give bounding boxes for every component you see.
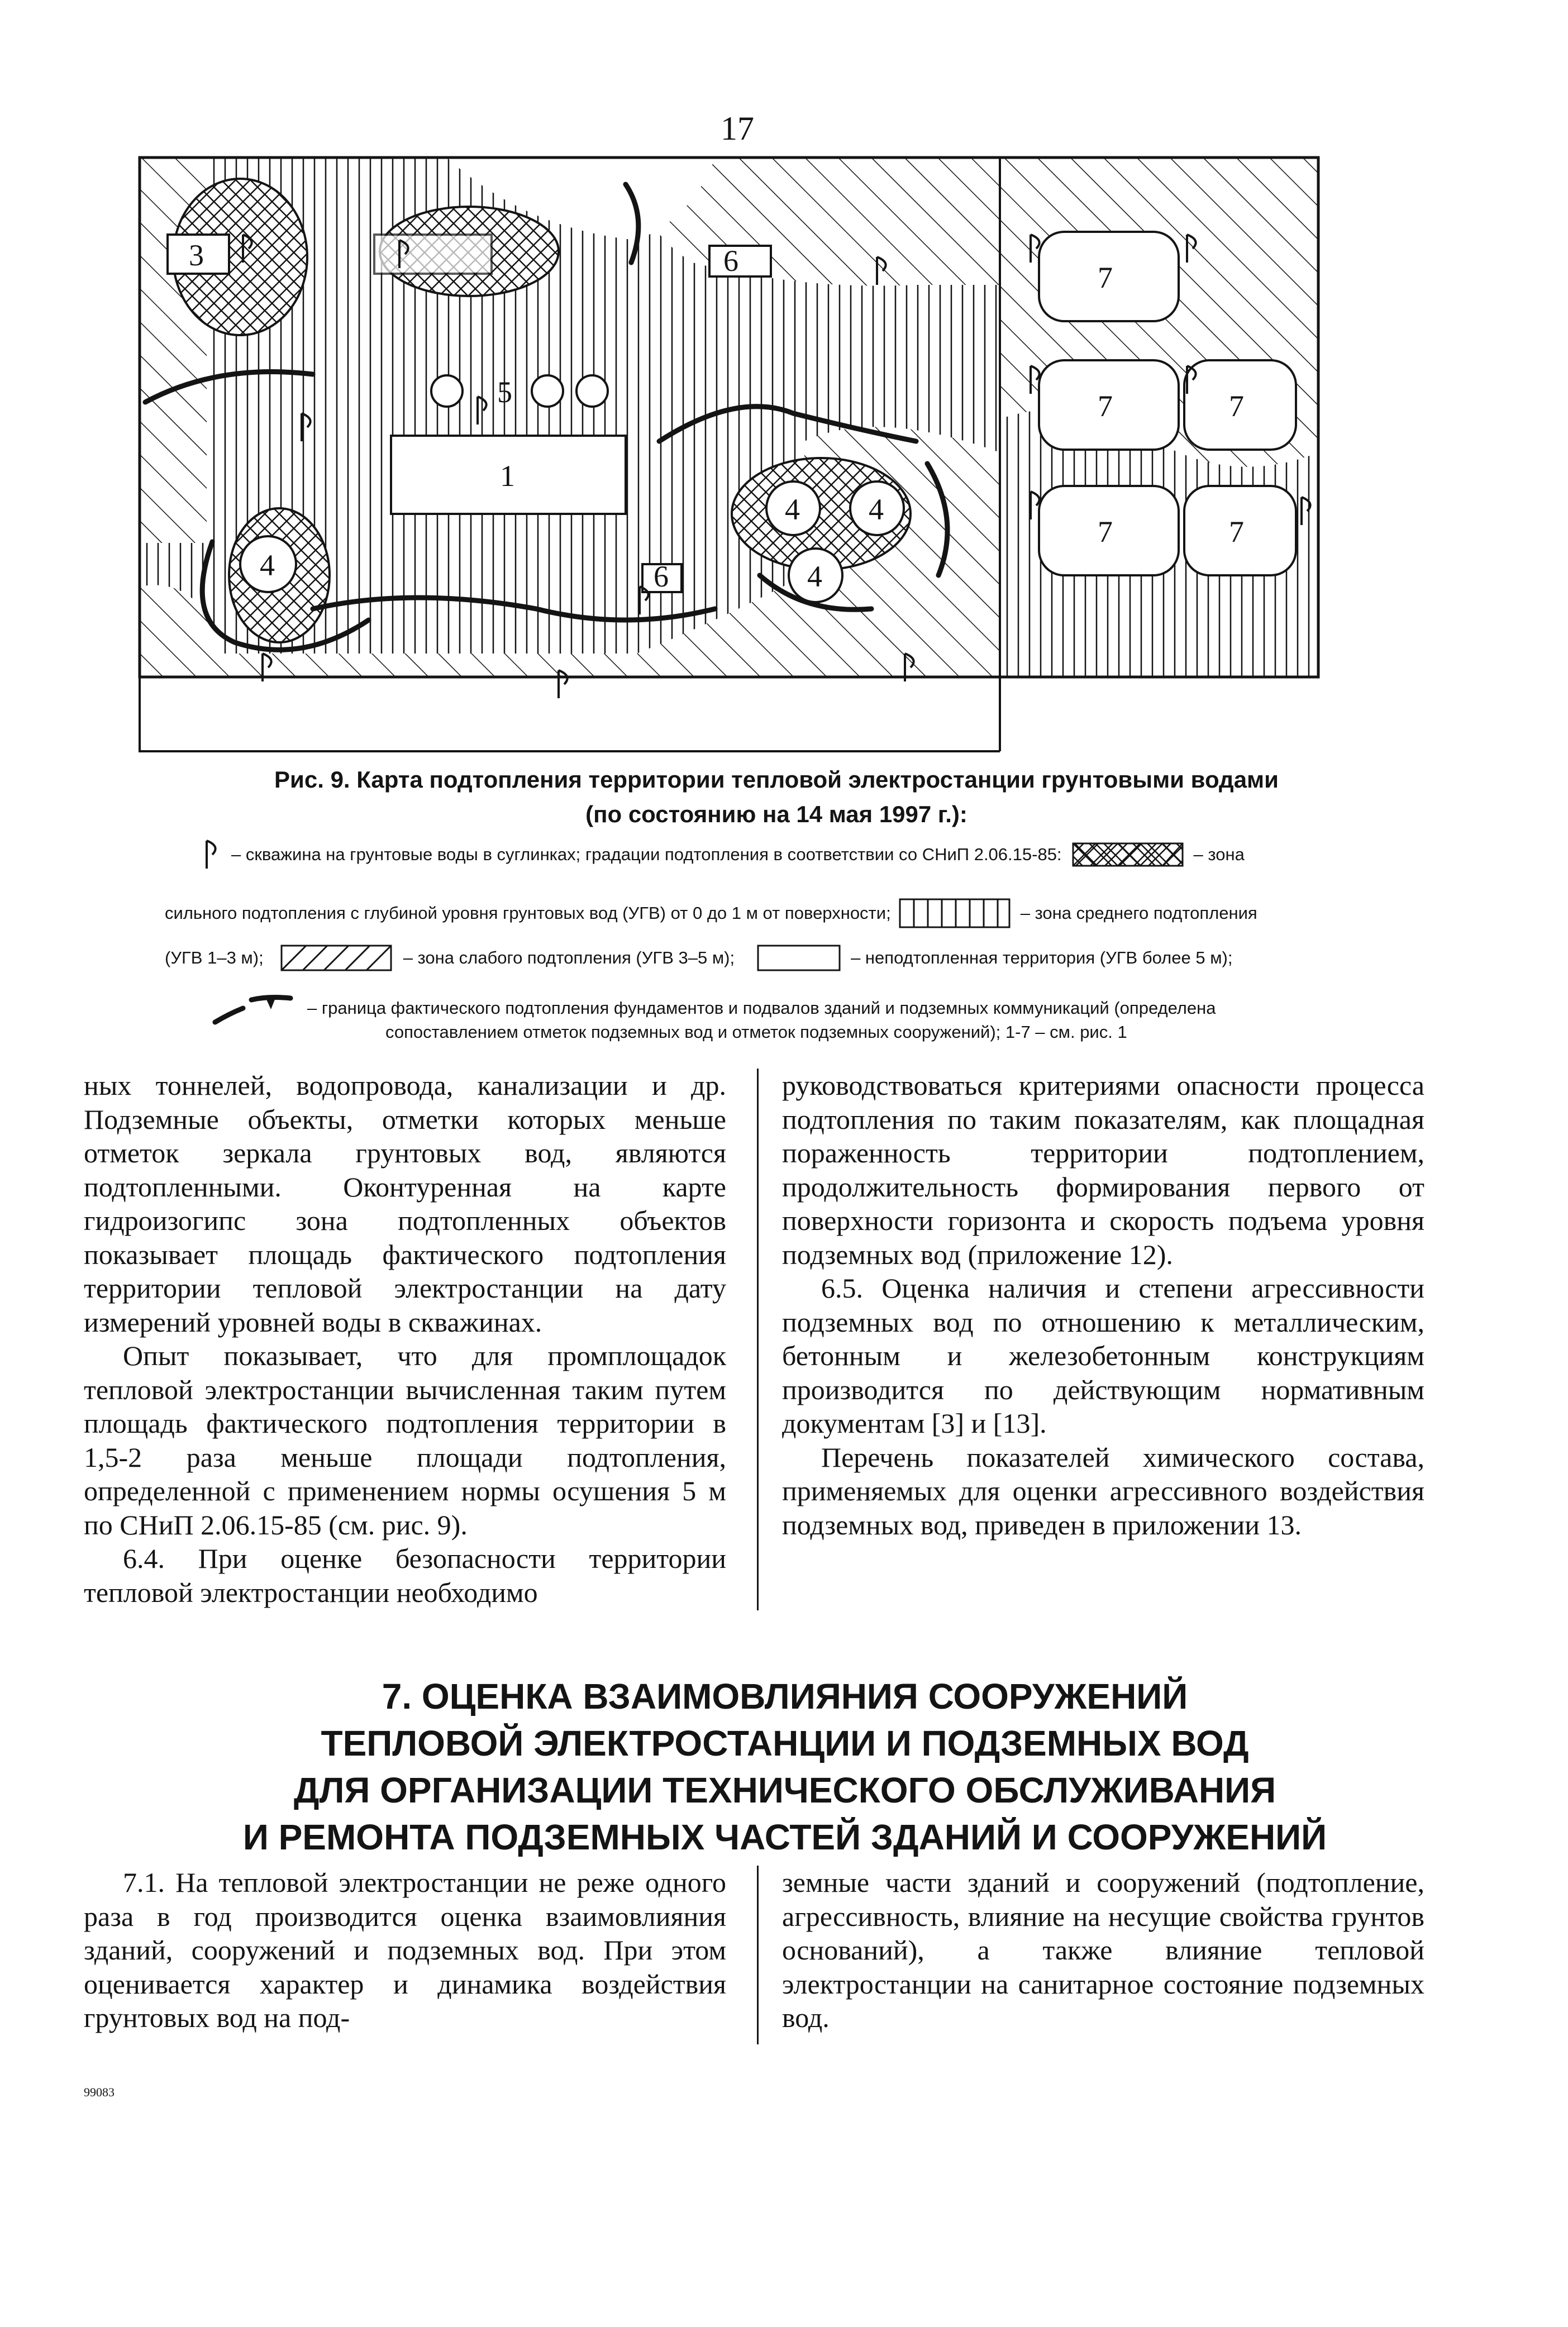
legend-text-1a: – скважина на грунтовые воды в суглинках; градации подтопления в соответствии со СНиП 2.06.15-85: <box>231 845 1062 864</box>
map-label-4b: 4 <box>869 493 884 526</box>
map-label-7a: 7 <box>1098 261 1113 294</box>
heading-line-2: ТЕПЛОВОЙ ЭЛЕКТРОСТАНЦИИ И ПОДЗЕМНЫХ ВОД <box>321 1723 1249 1763</box>
map-label-7d: 7 <box>1098 515 1113 549</box>
figure-caption <box>246 762 1307 832</box>
legend-line-3 <box>165 944 1232 972</box>
legend-text-3b: – зона слабого подтопления (УГВ 3–5 м); <box>403 948 735 967</box>
column-divider <box>757 1069 759 1610</box>
right-paragraph-3: Перечень показателей химического состава, применяемых для оценки агрессивного воздействия подземных вод, приведен в приложении 13. <box>782 1441 1424 1541</box>
legend-line-1 <box>201 838 1245 871</box>
map-label-6a: 6 <box>723 244 738 278</box>
right-paragraph-1: руководствоваться критериями опасности процесса подтопления по таким показателям, как площадная пораженность территории подтоплением, продолжительность формирования первого от поверхности горизонта и скорость подъема уровня подземных вод (приложение 12). <box>782 1070 1424 1270</box>
legend-line-4 <box>212 991 1216 1025</box>
map-label-3: 3 <box>189 239 204 272</box>
legend-text-5: сопоставлением отметок подземных вод и отметок подземных сооружений); 1-7 – см. рис. 1 <box>385 1022 1127 1042</box>
map-label-6b: 6 <box>654 560 669 593</box>
map-label-1: 1 <box>500 459 515 493</box>
flooding-map <box>134 151 1244 754</box>
left-paragraph-1: ных тоннелей, водопровода, канализации и др. Подземные объекты, отметки которых меньше отметок зеркала грунтовых вод, являются подтопленными. Оконтуренная на карте гидроизогипс зона подтопленных объектов показывает площадь фактического подтопления территории тепловой электростанции на дату измерений уровней воды в скважинах. <box>84 1070 726 1338</box>
page-number: 17 <box>721 110 754 147</box>
left-paragraph-2: Опыт показывает, что для промплощадок тепловой электростанции вычисленная таким путем площадь фактического подтопления территории в 1,5-2 раза меньше площади подтопления, определенной с применением нормы осушения 5 м по СНиП 2.06.15-85 (см. рис. 9). <box>84 1340 726 1541</box>
strong-flooding-swatch-icon <box>1072 841 1184 869</box>
map-label-4d: 4 <box>260 549 275 582</box>
right-paragraph-2: 6.5. Оценка наличия и степени агрессивности подземных вод по отношению к металлическим, бетонным и железобетонным конструкциям производится по действующим нормативным документам [3] и [13]. <box>782 1272 1424 1439</box>
caption-line-2: (по состоянию на 14 мая 1997 г.): <box>585 801 968 827</box>
legend-text-2b: – зона среднего подтопления <box>1020 903 1257 923</box>
sec7-right-paragraph: земные части зданий и сооружений (подтопление, агрессивность, влияние на несущие свойства грунтов оснований), а также влияние тепловой электростанции на санитарное состояние подземных вод. <box>782 1867 1424 2033</box>
legend-text-2a: сильного подтопления с глубиной уровня грунтовых вод (УГВ) от 0 до 1 м от поверхности; <box>165 903 891 923</box>
body-left-column <box>84 1069 726 1609</box>
body-right-column <box>782 1069 1424 1542</box>
legend-text-4: – граница фактического подтопления фундаментов и подвалов зданий и подземных коммуникаций (определена <box>307 998 1216 1018</box>
heading-line-4: И РЕМОНТА ПОДЗЕМНЫХ ЧАСТЕЙ ЗДАНИЙ И СООРУЖЕНИЙ <box>242 1817 1327 1857</box>
left-paragraph-3: 6.4. При оценке безопасности территории тепловой электростанции необходимо <box>84 1543 726 1608</box>
section-7-right-column <box>782 1866 1424 2035</box>
medium-flooding-swatch-icon <box>899 897 1011 930</box>
non-flooded-swatch-icon <box>757 944 841 972</box>
flooding-boundary-icon <box>212 991 296 1025</box>
section-7-heading <box>134 1673 1436 1861</box>
map-label-4c: 4 <box>807 560 822 593</box>
map-label-4a: 4 <box>785 493 800 526</box>
section-7-column-divider <box>757 1866 759 2044</box>
map-label-7c: 7 <box>1229 389 1244 423</box>
heading-line-3: ДЛЯ ОРГАНИЗАЦИИ ТЕХНИЧЕСКОГО ОБСЛУЖИВАНИЯ <box>293 1770 1276 1810</box>
heading-line-1: 7. ОЦЕНКА ВЗАИМОВЛИЯНИЯ СООРУЖЕНИЙ <box>382 1676 1188 1716</box>
sec7-left-paragraph: 7.1. На тепловой электростанции не реже одного раза в год производится оценка взаимовлияния зданий, сооружений и подземных вод. При этом оценивается характер и динамика воздействия грунтовых вод на под- <box>84 1867 726 2033</box>
footer-code: 99083 <box>84 2085 115 2099</box>
legend-text-1b: – зона <box>1193 845 1245 864</box>
legend-text-3a: (УГВ 1–3 м); <box>165 948 264 967</box>
well-icon <box>201 838 223 871</box>
legend-text-3c: – неподтопленная территория (УГВ более 5 м); <box>851 948 1233 967</box>
section-7-left-column <box>84 1866 726 2035</box>
map-label-7e: 7 <box>1229 515 1244 549</box>
legend-line-5 <box>385 1022 1127 1042</box>
weak-flooding-swatch-icon <box>280 944 392 972</box>
caption-line-1: Рис. 9. Карта подтопления территории тепловой электростанции грунтовыми водами <box>274 766 1279 793</box>
map-label-7b: 7 <box>1098 389 1113 423</box>
legend-line-2 <box>165 897 1257 930</box>
map-label-5: 5 <box>497 375 512 409</box>
